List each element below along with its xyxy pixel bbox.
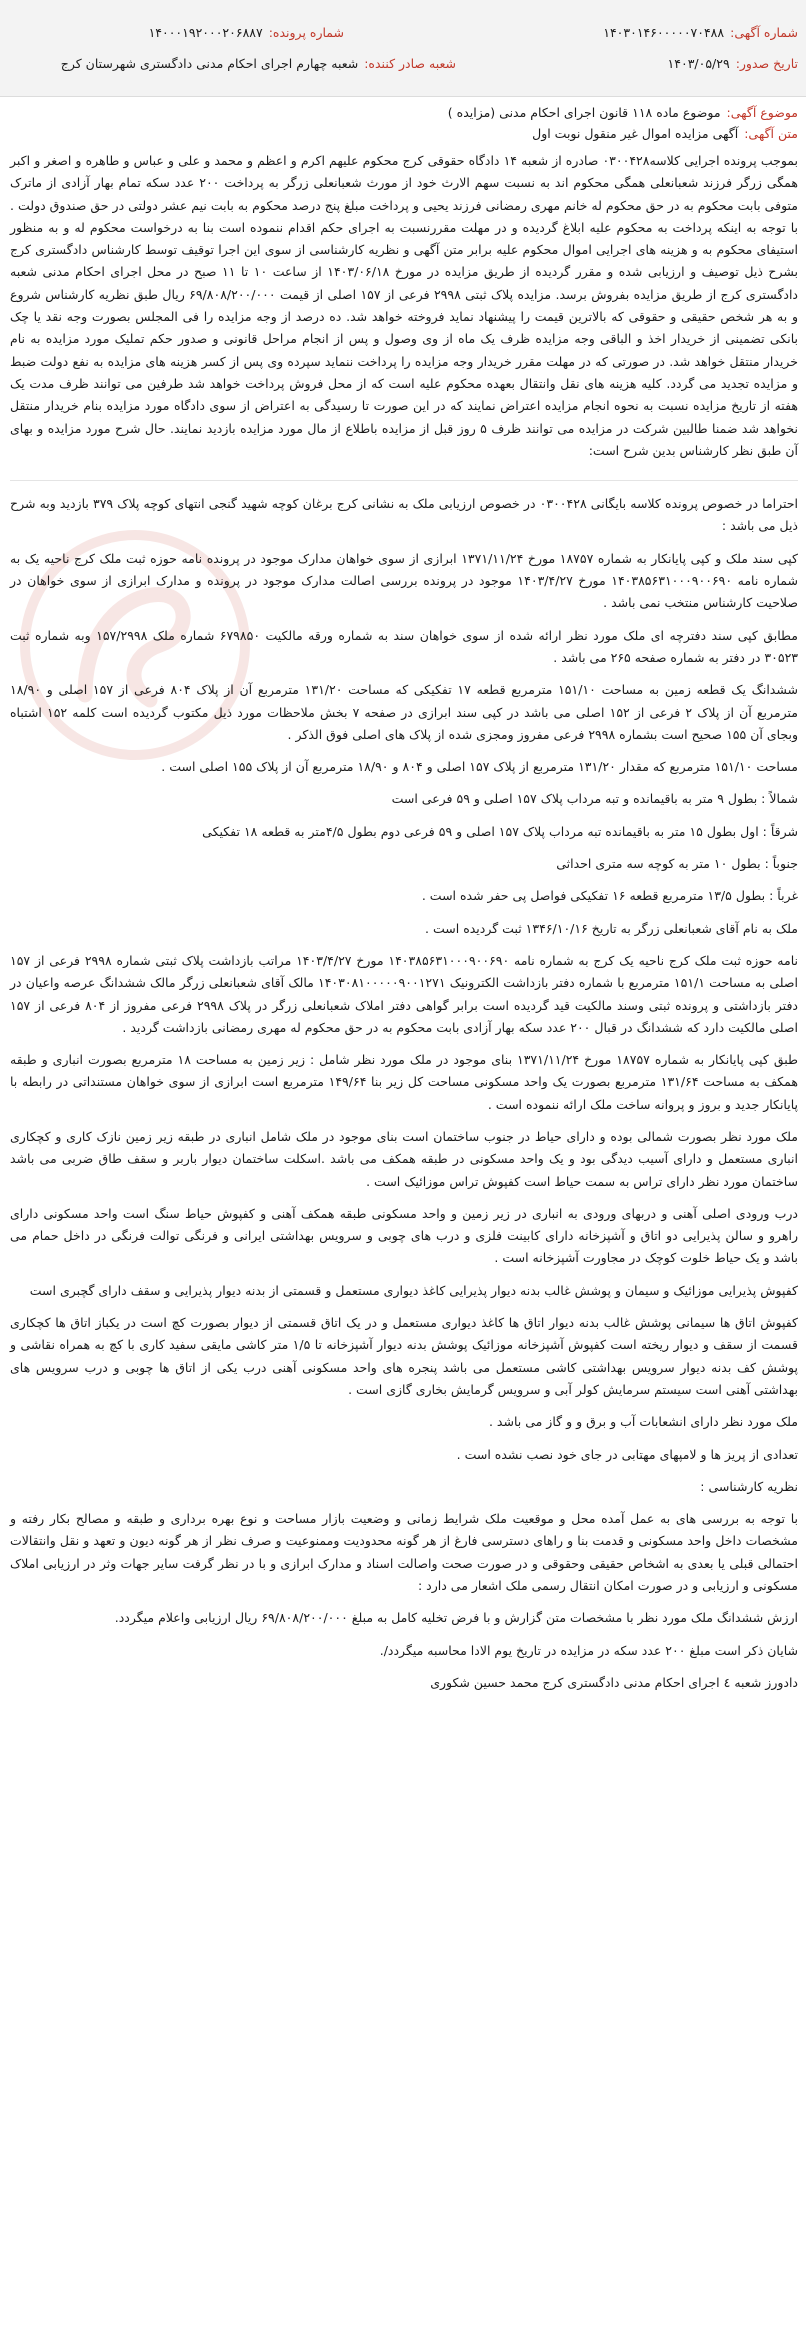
paragraph: ملک مورد نظر بصورت شمالی بوده و دارای حیاط در جنوب ساختمان است بنای موجود در ملک شامل انباری در طبقه زیر زمین نازک کاری و کچکاری انباری مستعمل و دارای آسیب دیدگی بود و یک واحد مسکونی در طبقه همکف می باشد .اسکلت ساختمان دیوار باربر و سقف طاق ضربی می باشد ساختمان مورد نظر دارای تراس به سمت حیاط است کفپوش تراس موزائیک است . bbox=[10, 1128, 798, 1189]
paragraph: کفپوش اتاق ها سیمانی پوشش غالب بدنه دیوار اتاق ها کاغذ دیواری مستعمل و در یک اتاق قسمتی از دیوار بصورت کچ است در یکباز اتاق ها کچکاری قسمت از سقف و دیوار ریخته است کفپوش آشپزخانه موزائیک پوشش بدنه دیوار آشپزخانه تا ۱/۵ متر کاشی مایقی سفید کاری با کچ به همراه نقاشی و پوشش کف بدنه دیوار سرویس بهداشتی کاشی مستعمل می باشد پنجره های واحد مسکونی آهنی درب یکی از اتاق ها چوبی و درب سرویس های بهداشتی آهنی است سیستم سرمایش کولر آبی و سرویس گرمایش بخاری گازی است . bbox=[10, 1315, 798, 1397]
notice-subject bbox=[448, 104, 798, 122]
notice-title: آگهی مزایده اموال غیر منقول نوبت اول bbox=[532, 126, 739, 141]
ad-number bbox=[603, 24, 798, 42]
notice-header bbox=[0, 0, 806, 97]
notice-text-label: متن آگهی: bbox=[744, 126, 798, 141]
paragraph: درب ورودی اصلی آهنی و دربهای ورودی به انباری در زیر زمین و واحد مسکونی طبقه همکف آهنی و کفپوش حیاط سنگ است واحد مسکونی دارای راهرو و سالن پذیرایی دو اتاق و آشپزخانه دارای کابینت فلزی و درب های چوبی و سرویس بهداشتی ایرانی و فرنگی توالت فرنگی در داخل حمام می باشد و یک حیاط خلوت کوچک در مجاورت آشپزخانه است . bbox=[10, 1205, 798, 1266]
boundary-north: شمالاً : بطول ۹ متر به باقیمانده و تبه مرداب پلاک ۱۵۷ اصلی و ۵۹ فرعی است bbox=[391, 791, 798, 807]
notice-body bbox=[0, 150, 806, 1704]
boundary-south: جنوباً : بطول ۱۰ متر به کوچه سه متری احداثی bbox=[556, 856, 798, 872]
notice-text-heading bbox=[532, 125, 798, 143]
issuing-branch-label: شعبه صادر کننده: bbox=[364, 56, 456, 71]
divider bbox=[10, 480, 798, 481]
issue-date-value: ۱۴۰۳/۰۵/۲۹ bbox=[667, 56, 730, 71]
ad-number-value: ۱۴۰۳۰۱۴۶۰۰۰۰۰۷۰۴۸۸ bbox=[603, 25, 725, 40]
paragraph: طبق کپی پایانکار به شماره ۱۸۷۵۷ مورخ ۱۳۷۱/۱۱/۲۴ بنای موجود در ملک مورد نظر شامل : زیر زمین به مساحت ۱۸ مترمربع بصورت انباری و طبقه همکف به مساحت ۱۳۱/۶۴ مترمربع بصورت یک واحد مسکونی مساحت کل زیر بنا ۱۴۹/۶۴ مترمربع است ابرازی از سوی خواهان مستنداتی در رابطه با پایانکار جدید و بروز و پروانه ساخت ملک ارائه ننموده است . bbox=[10, 1052, 798, 1112]
paragraph-intro: بموجب پرونده اجرایی کلاسه۰۳۰۰۴۲۸ صادره از شعبه ۱۴ دادگاه حقوقی کرج محکوم علیهم اکرم و اعظم و محمد و علی و عباس و طاهره و اصغر و اکبر همگی زرگر فرزند شعبانعلی همگی محکوم اند به نسبت سهم الارث خود از مورث شعبانعلی زرگر به پرداخت ۲۰۰ عدد سکه تمام بهار آزادی از ماترک متوفی بابت محکوم به در حق محکوم له خانم مهری رمضانی فرزند یحیی و پرداخت مبلغ پنج درصد محکوم به بابت نیم عشر دولتی در حق صندوق دولت . با توجه به اینکه پرداخت به محکوم علیه ابلاغ گردیده و در مهلت مقررنسبت به اجرای حکم اقدام ننموده است بنا به درخواست محکوم له و به منظور استیفای محکوم به و هزینه های اجرایی اموال محکوم علیه برابر متن آگهی و نظریه کارشناسی از سوی این اجرا توقیف توسط کارشناس دادگستری کرج بشرح ذیل توصیف و ارزیابی شده و مقرر گردیده از طریق مزایده در مورخ ۱۴۰۳/۰۶/۱۸ از ساعت ۱۰ تا ۱۱ صبح در محل اجرای احکام مدنی شعبه دادگستری کرج از طریق مزایده بفروش برسد. مزایده پلاک ثبتی ۲۹۹۸ فرعی از ۱۵۷ اصلی از قیمت ۶۹/۸۰۸/۲۰۰/۰۰۰ ریال طبق نظریه کارشناس شروع و به هر شخص حقیقی و حقوقی که بالاترین قیمت را پیشنهاد نماید فروخته خواهد شد. ده درصد از وجه مزایده را فی المجلس بصورت وجه نقد یا چک بانکی تضمینی از خریدار اخذ و الباقی وجه مزایده ظرف یک ماه از وی وصول و پس از انجام مراحل قانونی و صدور حکم تملیک مورد مزایده به نام خریدار منتقل خواهد شد. در صورتی که در مهلت مقرر خریدار وجه مزایده را پرداخت ننماید سپرده وی پس از کسر هزینه های مزایده به نفع دولت ضبط و مزایده تجدید می گردد. کلیه هزینه های نقل وانتقال بعهده محکوم علیه است که از محل فروش پرداخت خواهد شد طرفین می توانند ظرف مدت یک هفته از تاریخ مزایده نسبت به نحوه انجام مزایده اعتراض نمایند که در این صورت تا رسیدگی به اعتراض از سوی دادگاه مورد مزایده بنام خریدار منتقل نخواهد شد ضمنا طالبین شرکت در مزایده می توانند ظرف ۵ روز قبل از مزایده باطلاع از مال مورد مزایده بازدید نمایند. حال شرح مورد مزایده و بهای آن طبق نظر کارشناس بدین شرح است: bbox=[10, 153, 799, 458]
boundary-east: شرقاً : اول بطول ۱۵ متر به باقیمانده تبه مرداب پلاک ۱۵۷ اصلی و ۵۹ فرعی دوم بطول ۴/۵متر به قطعه ۱۸ تفکیکی bbox=[202, 823, 798, 839]
issue-date bbox=[668, 55, 798, 73]
boundary-west: غرباً : بطول ۱۳/۵ مترمربع قطعه ۱۶ تفکیکی فواصل پی حفر شده است . bbox=[421, 888, 798, 904]
paragraph: احتراما در خصوص پرونده کلاسه بایگانی ۰۳۰۰۴۲۸ در خصوص ارزیابی ملک به نشانی کرج برغان کوچه شهید گنجی انتهای کوچه پلاک ۳۷۹ بازدید وبه شرح ذیل می باشد : bbox=[10, 496, 799, 534]
notice-subject-label: موضوع آگهی: bbox=[726, 105, 798, 120]
signature-line: دادورز شعبه ٤ اجرای احکام مدنی دادگستری کرج محمد حسین شکوری bbox=[430, 1674, 798, 1690]
paragraph: کپی سند ملک و کپی پایانکار به شماره ۱۸۷۵۷ مورخ ۱۳۷۱/۱۱/۲۴ ابرازی از سوی خواهان مدارک موجود در پرونده نامه حوزه ثبت ملک کرج ناحیه یک به شماره نامه ۱۴۰۳۸۵۶۳۱۰۰۰۹۰۰۶۹۰ مورخ ۱۴۰۳/۴/۲۷ موجود در پرونده بررسی اصالت مدارک موجود در پرونده و مدارک ابرازی از سوی خواهان در صلاحیت کارشناس منتخب نمی باشد . bbox=[10, 550, 798, 611]
paragraph: نامه حوزه ثبت ملک کرج ناحیه یک کرج به شماره نامه ۱۴۰۳۸۵۶۳۱۰۰۰۹۰۰۶۹۰ مورخ ۱۴۰۳/۴/۲۷ مراتب بازداشت پلاک ثبتی شماره ۲۹۹۸ فرعی از ۱۵۷ اصلی به مساحت ۱۵۱/۱ مترمربع با شماره دفتر بازداشت الکترونیک ۱۴۰۳۰۸۱۰۰۰۰۰۹۰۰۱۲۷۱ مالک آقای شعبانعلی زرگر مالک ششدانگ عرصه واعیان در دفتر بازداشتی و پرونده ثبتی وسند مالکیت قید گردیده است برابر گواهی دفتر املاک شعبانعلی زرگر در پلاک ۲۹۹۸ فرعی مفروز از ۸۰۴ فرعی از ۱۵۷ اصلی مالکیت دارد که ششدانگ در قبال ۲۰۰ عدد سکه بهار آزادی بابت محکوم به در حق محکوم له مهری رمضانی بازداشت گردید . bbox=[10, 952, 799, 1035]
valuation-paragraph: ارزش ششدانگ ملک مورد نظر با مشخصات متن گزارش و با فرض تخلیه کامل به مبلغ ۶۹/۸۰۸/۲۰۰/۰۰۰ ریال ارزیابی واعلام میگردد. bbox=[114, 1610, 798, 1626]
paragraph: با توجه به بررسی های به عمل آمده محل و موقعیت ملک شرایط زمانی و وضعیت بازار مساحت و نوع بهره برداری و طبقه و مصالح بکار رفته و مشخصات داخل واحد مسکونی و قدمت بنا و راهای دسترسی فارغ از هر گونه محدودیت وممنوعیت و صرف نظر از هر گونه دیون و تعهد و نقل وانتقالات احتمالی قبلی یا بعدی به اشخاص حقیقی وحقوقی و در صورت صحت واصالت اسناد و مدارک ابرازی و با در نظر گرفت سایر جهات وثر در ارزیابی املاک مسکونی و ارزیابی و در صورت امکان انتقال رسمی ملک اشعار می دارد : bbox=[10, 1511, 798, 1594]
expert-opinion-heading: نظریه کارشناسی : bbox=[700, 1478, 798, 1494]
issuing-branch-value: شعبه چهارم اجرای احکام مدنی دادگستری شهرستان کرج bbox=[60, 56, 359, 71]
case-number-value: ۱۴۰۰۰۱۹۲۰۰۰۲۰۶۸۸۷ bbox=[148, 25, 263, 40]
ad-number-label: شماره آگهی: bbox=[730, 25, 798, 40]
issue-date-label: تاریخ صدور: bbox=[735, 56, 798, 71]
paragraph: مطابق کپی سند دفترچه ای ملک مورد نظر ارائه شده از سوی خواهان سند به شماره ورقه مالکیت ۶۷۹۸۵۰ شماره ملک ۱۵۷/۲۹۹۸ وبه شماره ثبت ۳۰۵۲۳ در دفتر به شماره صفحه ۲۶۵ می باشد . bbox=[10, 627, 798, 665]
paragraph: تعدادی از پریز ها و لامپهای مهتابی در جای خود نصب نشده است . bbox=[456, 1446, 798, 1462]
case-number-label: شماره پرونده: bbox=[268, 25, 344, 40]
paragraph: ششدانگ یک قطعه زمین به مساحت ۱۵۱/۱۰ مترمربع قطعه ۱۷ تفکیکی که مساحت ۱۳۱/۲۰ مترمربع آن از پلاک ۸۰۴ فرعی از ۱۵۷ اصلی و ۱۸/۹۰ مترمربع آن از پلاک ۲ فرعی از ۱۵۲ اصلی می باشد در کپی سند ابرازی در صفحه ۷ بخش ملاحظات مورد ذیل مکتوب گردیده است کلمه ۱۵۲ اشتباه وبجای آن ۱۵۵ صحیح است بشماره ۲۹۹۸ فرعی مفروز ومجزی شده از پلاک های اصلی فوق الذکر . bbox=[10, 682, 798, 742]
paragraph: ملک به نام آقای شعبانعلی زرگر به تاریخ ۱۳۴۶/۱۰/۱۶ ثبت گردیده است . bbox=[425, 920, 798, 936]
paragraph: کفپوش پذیرایی موزائیک و سیمان و پوشش غالب بدنه دیوار پذیرایی کاغذ دیواری مستعمل و قسمتی از بدنه دیوار پذیرایی و سقف دارای گچبری است bbox=[29, 1282, 798, 1298]
paragraph: مساحت ۱۵۱/۱۰ مترمربع که مقدار ۱۳۱/۲۰ مترمربع از پلاک ۱۵۷ اصلی و ۸۰۴ و ۱۸/۹۰ مترمربع آن از پلاک ۱۵۵ اصلی است . bbox=[161, 759, 798, 775]
notice-subject-text: موضوع ماده ۱۱۸ قانون اجرای احکام مدنی (مزایده ) bbox=[447, 105, 721, 120]
case-number bbox=[149, 24, 344, 42]
paragraph: شایان ذکر است مبلغ ۲۰۰ عدد سکه در مزایده در تاریخ یوم الادا محاسبه میگردد/. bbox=[379, 1642, 798, 1658]
issuing-branch bbox=[61, 55, 456, 73]
paragraph: ملک مورد نظر دارای انشعابات آب و برق و و گاز می باشد . bbox=[488, 1414, 798, 1430]
